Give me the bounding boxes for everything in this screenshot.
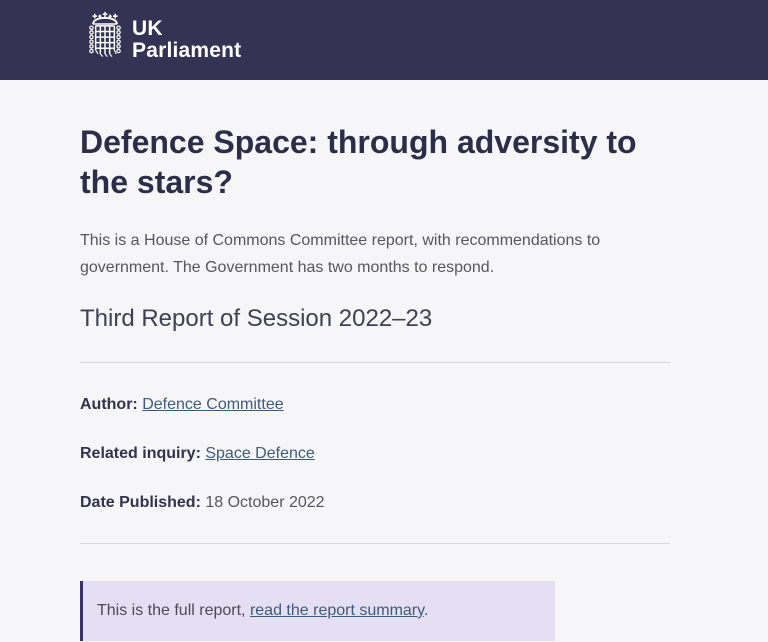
- logo-wordmark: [132, 18, 241, 62]
- date-published-value: 18 October 2022: [205, 494, 325, 511]
- session-heading: Third Report of Session 2022–23: [80, 305, 433, 332]
- related-inquiry-label: Related inquiry:: [80, 445, 201, 462]
- author-link[interactable]: Defence Committee: [142, 396, 284, 413]
- report-summary-link[interactable]: read the report summary: [249, 602, 424, 619]
- notice-text-before: This is the full report,: [97, 602, 250, 619]
- site-header: [0, 0, 768, 80]
- divider-top: [80, 362, 670, 363]
- logo-line-parliament: Parliament: [132, 39, 242, 62]
- uk-parliament-logo-link[interactable]: [88, 10, 241, 71]
- logo-line-uk: UK: [132, 17, 163, 40]
- portcullis-icon: [88, 10, 122, 71]
- full-report-notice: [80, 581, 555, 641]
- divider-bottom: [80, 543, 670, 544]
- author-row: [80, 396, 690, 414]
- date-published-label: Date Published:: [80, 494, 201, 511]
- date-published-row: [80, 494, 690, 512]
- related-inquiry-row: [80, 445, 690, 463]
- notice-text-after: .: [423, 602, 429, 619]
- related-inquiry-link[interactable]: Space Defence: [205, 445, 315, 462]
- report-page-content: [0, 80, 690, 641]
- report-description: This is a House of Commons Committee report, with recommendations to government. The Government has two months to respond.: [80, 232, 601, 276]
- author-label: Author:: [80, 396, 138, 413]
- page-title: Defence Space: through adversity to the stars?: [80, 124, 637, 200]
